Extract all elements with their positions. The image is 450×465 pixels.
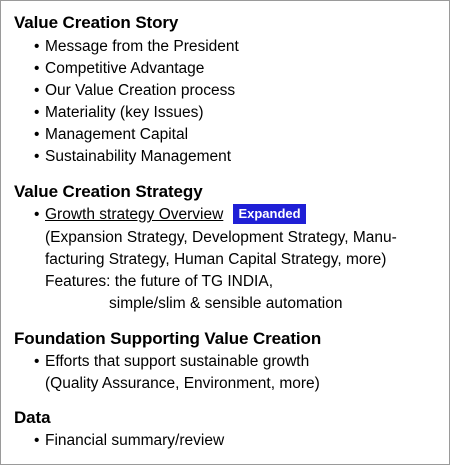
item-detail: facturing Strategy, Human Capital Strategy, more) xyxy=(45,251,387,268)
bullet-icon: • xyxy=(34,104,40,121)
item-label: Message from the President xyxy=(45,38,239,55)
link-competitive-advantage[interactable] xyxy=(34,60,204,78)
item-label: Sustainability Management xyxy=(45,148,232,165)
item-detail: (Quality Assurance, Environment, more) xyxy=(45,375,320,392)
bullet-icon: • xyxy=(34,82,40,99)
link-financial-summary[interactable] xyxy=(34,432,224,450)
link-management-capital[interactable] xyxy=(34,126,188,144)
item-detail: Features: the future of TG INDIA, xyxy=(45,273,274,290)
link-growth-strategy-overview[interactable] xyxy=(34,206,223,224)
bullet-icon: • xyxy=(34,148,40,165)
section-heading-value-creation-story: Value Creation Story xyxy=(14,13,179,32)
link-message-from-president[interactable] xyxy=(34,38,239,56)
section-heading-foundation: Foundation Supporting Value Creation xyxy=(14,329,322,348)
item-label: Efforts that support sustainable growth xyxy=(45,353,310,370)
bullet-icon: • xyxy=(34,353,40,370)
link-sustainability-management[interactable] xyxy=(34,148,231,166)
section-heading-value-creation-strategy: Value Creation Strategy xyxy=(14,182,203,201)
item-label: Competitive Advantage xyxy=(45,60,205,77)
item-label: Growth strategy Overview xyxy=(45,206,224,223)
link-value-creation-process[interactable] xyxy=(34,82,235,100)
item-label: Management Capital xyxy=(45,126,189,143)
item-detail: simple/slim & sensible automation xyxy=(109,295,343,312)
bullet-icon: • xyxy=(34,432,40,449)
item-label: Financial summary/review xyxy=(45,432,225,449)
bullet-icon: • xyxy=(34,206,40,223)
bullet-icon: • xyxy=(34,38,40,55)
bullet-icon: • xyxy=(34,60,40,77)
section-heading-data: Data xyxy=(14,408,51,427)
item-detail: (Expansion Strategy, Development Strategy, Manu- xyxy=(45,229,397,246)
bullet-icon: • xyxy=(34,126,40,143)
link-materiality[interactable] xyxy=(34,104,203,122)
item-label: Our Value Creation process xyxy=(45,82,236,99)
expanded-badge: Expanded xyxy=(233,204,306,224)
item-label: Materiality (key Issues) xyxy=(45,104,204,121)
link-sustainable-growth-efforts[interactable] xyxy=(34,353,309,371)
